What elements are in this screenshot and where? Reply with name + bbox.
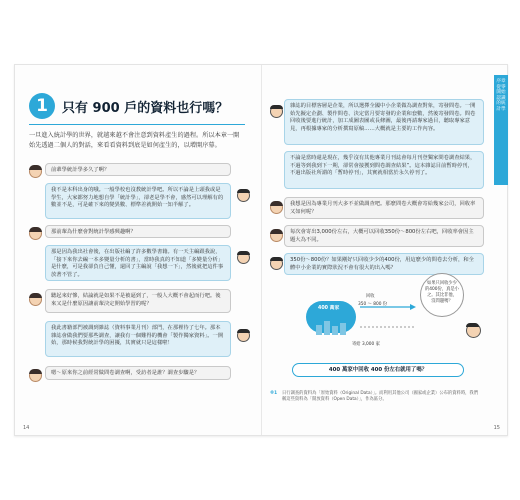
page-number: 15 <box>493 425 500 431</box>
dialogue-bubble: 聽起來好慘，結論就是如果不是被逼到了，一般人大概不會起而行吧。後來又是什麼原因讓前輩決定開始學習的呢？ <box>45 289 231 313</box>
student-avatar <box>29 369 42 382</box>
left-page <box>15 65 261 435</box>
dialogue-bubble: 不論是當時還是現在，幾乎沒有其他專業月刊誌會每月刊登獨家問卷調查結果，不過等到我到下一期，卻常會接獲到問卷調查結果”。這本雜誌目前暫時停刊，不過出版社所謂的「暫時停刊」，其實就相當於永久停刊了。 <box>284 151 484 189</box>
section-number-badge: 1 <box>29 93 55 119</box>
expert-avatar <box>237 329 250 342</box>
student-avatar <box>29 227 42 240</box>
expert-avatar <box>237 251 250 264</box>
dialogue-bubble: 雜誌的目標客層是企業，所以選擇全國中小企業做為調查對象，寄發問卷。一開始先擬定企劃、製作問卷、決定當月要寄發的企業和套數，然後寄發問卷。問卷回收後要進行統計，加工成圖表圖或長條圖，最後再請專家過目，聽取專家意見，再根據專家的分析撰寫原稿……大概就是主要的工作內容。 <box>284 99 484 145</box>
student-avatar <box>29 293 42 306</box>
expert-avatar <box>270 105 283 118</box>
figure-caption: 400 萬家中回收 400 份左右就用了嗎？ <box>292 363 464 377</box>
sent-label: 寄給 3,000 家 <box>352 342 380 347</box>
student-avatar <box>29 165 42 178</box>
expert-avatar <box>270 257 283 270</box>
student-avatar <box>270 229 283 242</box>
dialogue-bubble: 那是因為我出社會後，在出版社編了許多數學書籍。有一天主編跟我說，「接下來你去編一本多變量分析的書」，當時我真的不知道「多變量分析」是什麼，可是我卻負自己懂，還回了主編說「我想一下」，然後就把這件事放著不管了。 <box>45 245 231 281</box>
thinking-person-avatar <box>466 323 481 338</box>
student-avatar <box>270 201 283 214</box>
section-heading <box>29 93 228 119</box>
dialogue-bubble: 350份〜800份？如果剛好只回收少少的400份，用這麼少的問卷去分析，和全體中小企業的實際狀況不會有很大的出入嗎？ <box>284 253 484 275</box>
recovered-label: 回收 <box>366 294 375 299</box>
title-divider <box>29 124 245 125</box>
expert-avatar <box>237 189 250 202</box>
dialogue-bubble: 我此書籍部門被調到雜誌（資料事業月刊）部門，在那裡待了七年。那本雜誌會做我們要那些調查，讓我有一個難得的機會「製作獨家資料」。一開始，那時候我對統計學的困擾，其實就只是這樣啦！ <box>45 321 231 357</box>
dialogue-bubble: 我想是因為專業月刊大多不並做調查吧。那麼問卷大概會寄給幾家公司，回收率又如何呢？ <box>284 197 484 219</box>
dialogue-bubble: 我不是本科出身的哦。一般學校也沒教統計學吧。所以不論是上頭我或是學生，大家都努力地想自學「統計學」，卻老是學不會，感然可以理解有的數並不是，可是確下來的變異數、標準差就開始一知半解了。 <box>45 183 231 219</box>
footnote <box>270 391 482 404</box>
thought-bubble: 如果只回收少少的400份，真是小之。其比非他，沒問題嗎？ <box>420 273 464 317</box>
dialogue-bubble: 嗯～原來你之前經常做問卷調查啊，受訪者是誰？調查步驟是？ <box>45 366 231 380</box>
chapter-side-tab <box>494 75 511 185</box>
footnote-marker: ※1 <box>270 391 278 396</box>
dialogue-bubble: 前輩學統計學多久了啊？ <box>45 163 231 176</box>
dialogue-bubble: 那前輩為什麼會對統計學感興趣啊？ <box>45 225 231 238</box>
right-page <box>261 65 511 435</box>
company-buildings-icon <box>314 317 354 337</box>
chapter-side-label: 序章 從零開始認識的統計學 <box>496 79 511 112</box>
dialogue-bubble: 每次會寄出3,000份左右，大概可以回收350份〜800份左右吧，回收率會因主題大為不同。 <box>284 225 484 247</box>
section-title: 只有 900 戶的資料也行嗎？ <box>62 100 229 116</box>
footnote-text: 日行調查的資料為「原始資料（Original Data）」。而利用其他公司（國家或企業）公布的資料時，我們稱這些資料為「開放資料（Open Data）」，作為區分。 <box>282 391 479 403</box>
book-spread <box>14 64 511 436</box>
population-label: 400 萬家 <box>318 306 340 311</box>
page-number: 14 <box>23 425 30 431</box>
intro-paragraph: 一旦進入統計學的世界，就越來越不會注意到資料產生的過程。所以本章一開始先透過二個人的對話，來看看資料到底是如何產生的，以增開序幕。 <box>29 132 240 149</box>
recovered-range: 350 〜 800 份 <box>358 302 388 307</box>
